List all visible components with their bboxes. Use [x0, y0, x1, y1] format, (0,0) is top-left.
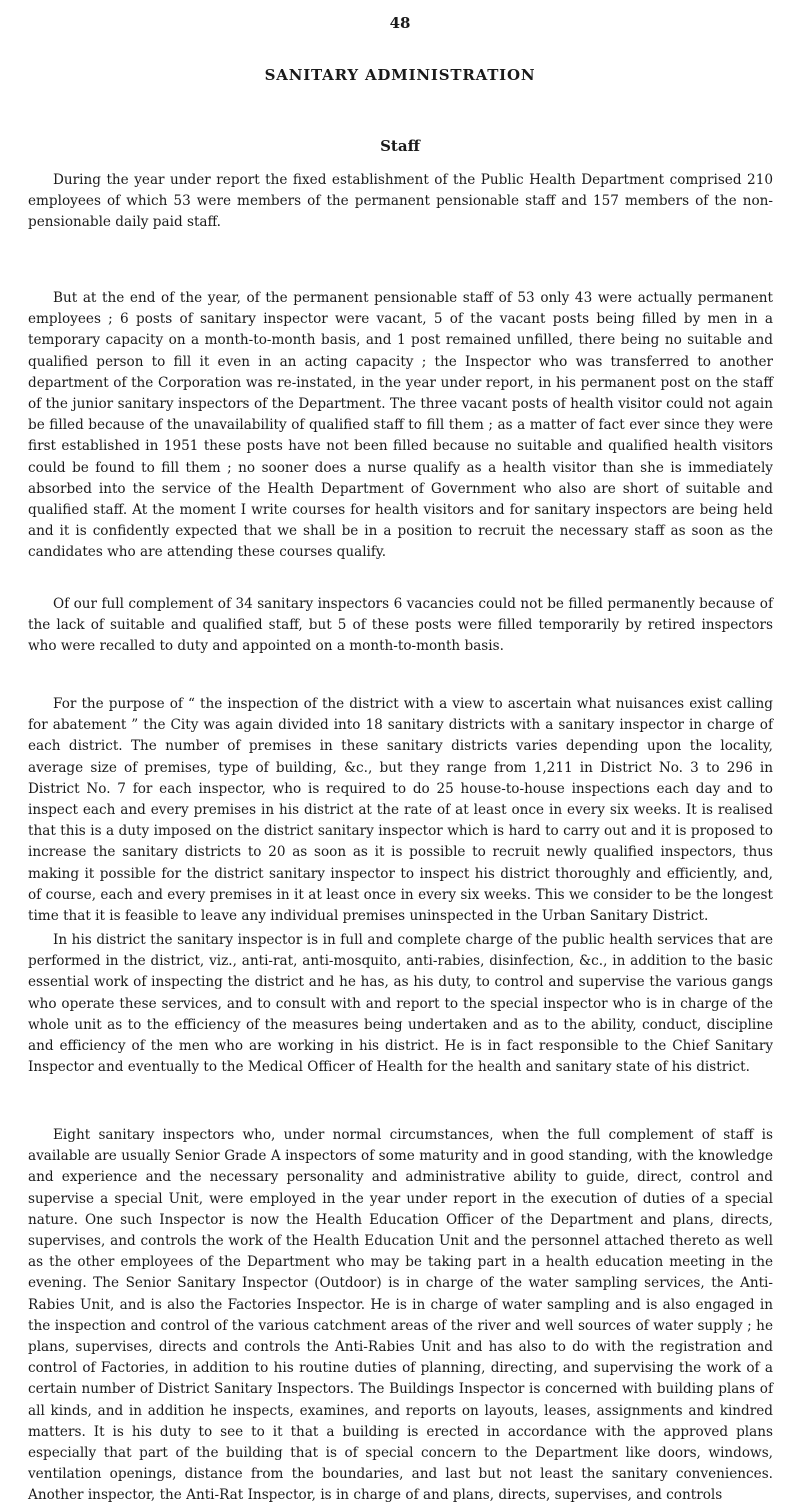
paragraph-pensionable-staff: But at the end of the year, of the permanent pensionable staff of 53 only 43 were actually permanent employees ; 6 posts of sanitary inspector were vacant, 5 of the vacant posts being filled by men in a temporary capacity on a month-to-month basis, and 1 post remained unfilled, there being no suitable and qualified person to fill it even in an acting capacity ; the Inspector who was transferred to another department of the Corporation was re-instated, in the year under report, in his permanent post on the staff of the junior sanitary inspectors of the Department. The three vacant posts of health visitor could not again be filled because of the unavailability of qualified staff to fill them ; as a matter of fact ever since they were first established in 1951 these posts have not been filled because no suitable and qualified health visitors could be found to fill them ; no sooner does a nurse qualify as a health visitor than she is immediately absorbed into the service of the Health Department of Government who also are short of suitable and qualified staff. At the moment I write courses for health visitors and for sanitary inspectors are being held and it is confidently expected that we shall be in a position to recruit the necessary staff as soon as the candidates who are attending these courses qualify.: [28, 290, 773, 561]
section-title: SANITARY ADMINISTRATION: [264, 66, 536, 84]
page-number: 48: [389, 14, 411, 32]
subsection-title: Staff: [380, 137, 420, 155]
paragraph-staff-establishment: During the year under report the fixed establishment of the Public Health Department comprised 210 employees of which 53 were members of the permanent pensionable staff and 157 members of the non-pensionable daily paid staff.: [28, 172, 773, 231]
paragraph-inspector-vacancies: Of our full complement of 34 sanitary inspectors 6 vacancies could not be filled permanently because of the lack of suitable and qualified staff, but 5 of these posts were filled temporarily by retired inspectors who were recalled to duty and appointed on a month-to-month basis.: [28, 596, 773, 655]
paragraph-inspector-duties: In his district the sanitary inspector is in full and complete charge of the public health services that are performed in the district, viz., anti-rat, anti-mosquito, anti-rabies, disinfection, &c., in addition to the basic essential work of inspecting the district and he has, as his duty, to control and supervise the various gangs who operate these services, and to consult with and report to the special inspector who is in charge of the whole unit as to the efficiency of the measures being undertaken and as to the ability, conduct, discipline and efficiency of the men who are working in his district. He is in fact responsible to the Chief Sanitary Inspector and eventually to the Medical Officer of Health for the health and sanitary state of his district.: [28, 932, 773, 1076]
paragraph-sanitary-districts: For the purpose of “ the inspection of the district with a view to ascertain what nuisances exist calling for abatement ” the City was again divided into 18 sanitary districts with a sanitary inspector in charge of each district. The number of premises in these sanitary districts varies depending upon the locality, average size of premises, type of building, &c., but they range from 1,211 in District No. 3 to 296 in District No. 7 for each inspector, who is required to do 25 house-to-house inspections each day and to inspect each and every premises in his district at the rate of at least once in every six weeks. It is realised that this is a duty imposed on the district sanitary inspector which is hard to carry out and it is proposed to increase the sanitary districts to 20 as soon as it is possible to recruit newly qualified inspectors, thus making it possible for the district sanitary inspector to inspect his district thoroughly and efficiently, and, of course, each and every premises in it at least once in every six weeks. This we consider to be the longest time that it is feasible to leave any individual premises uninspected in the Urban Sanitary District.: [28, 696, 773, 925]
paragraph-special-units: Eight sanitary inspectors who, under normal circumstances, when the full complement of staff is available are usually Senior Grade A inspectors of some maturity and in good standing, with the knowledge and experience and the necessary personality and administrative ability to guide, direct, control and supervise a special Unit, were employed in the year under report in the execution of duties of a special nature. One such Inspector is now the Health Education Officer of the Department and plans, directs, supervises, and controls the work of the Health Education Unit and the personnel attached thereto as well as the other employees of the Department who may be taking part in a health education meeting in the evening. The Senior Sanitary Inspector (Outdoor) is in charge of the water sampling services, the Anti-Rabies Unit, and is also the Factories Inspector. He is in charge of water sampling and is also engaged in the inspection and control of the various catchment areas of the river and well sources of water supply ; he plans, supervises, directs and controls the Anti-Rabies Unit and has also to do with the registration and control of Factories, in addition to his routine duties of planning, directing, and supervising the work of a certain number of District Sanitary Inspectors. The Buildings Inspector is concerned with building plans of all kinds, and in addition he inspects, examines, and reports on layouts, leases, assignments and kindred matters. It is his duty to see to it that a building is erected in accordance with the approved plans especially that part of the building that is of special concern to the Department like doors, windows, ventilation openings, distance from the boundaries, and last but not least the sanitary conveniences. Another inspector, the Anti-Rat Inspector, is in charge of and plans, directs, supervises, and controls: [28, 1127, 773, 1504]
